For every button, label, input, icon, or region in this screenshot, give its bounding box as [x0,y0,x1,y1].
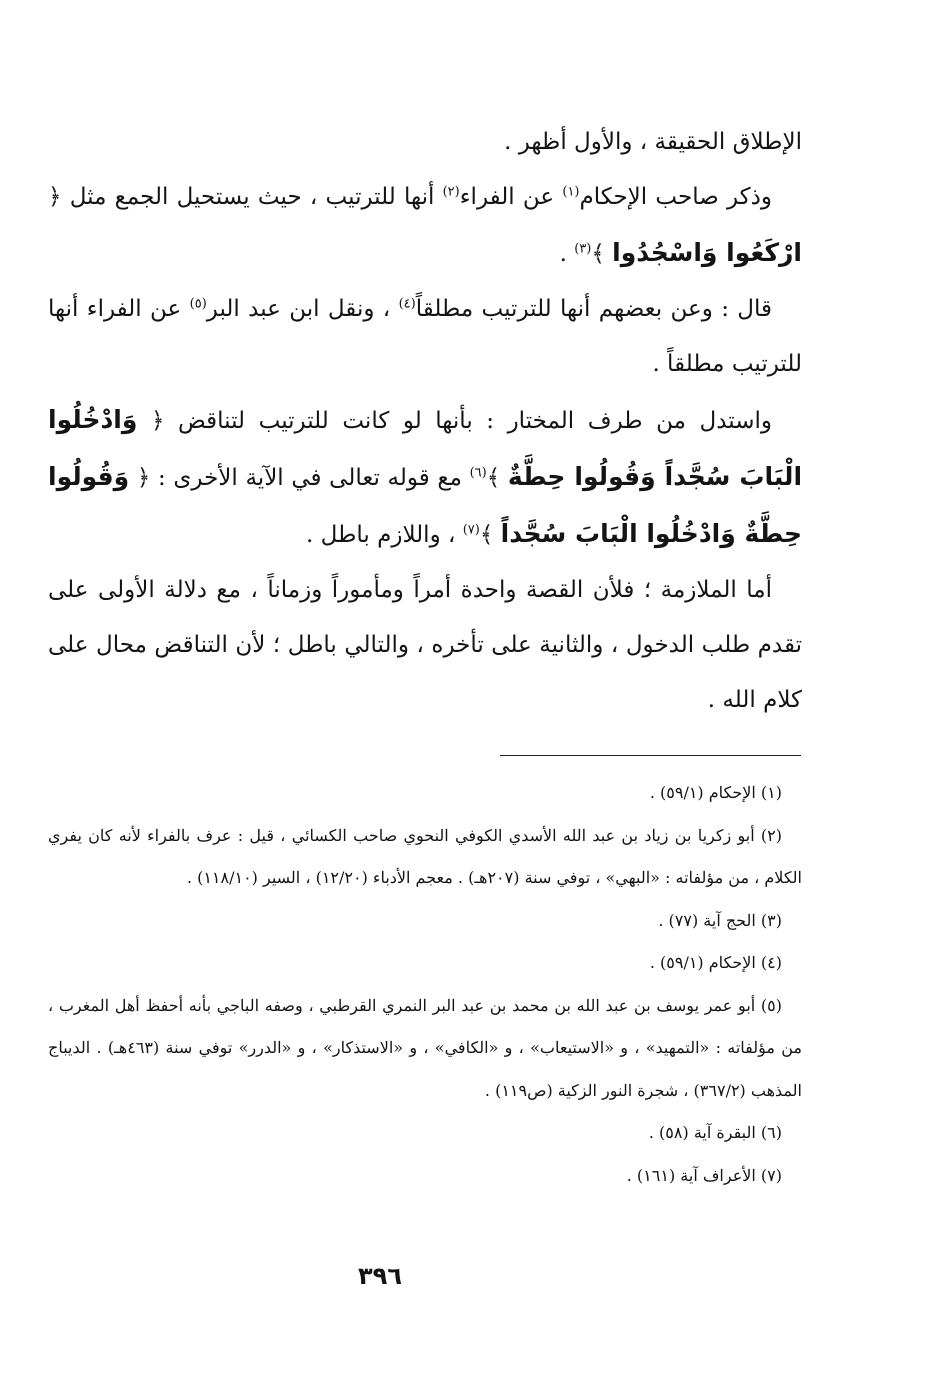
text-run: ﴾ [479,522,501,548]
paragraph-1: الإطلاق الحقيقة ، والأول أظهر . [504,129,802,155]
footnote-2: (٢) أبو زكريا بن زياد بن عبد الله الأسدي الكوفي النحوي صاحب الكسائي ، قيل : عرف بالفراء لأنه كان يفري الكلام ، من مؤلفاته : «البهي» ، توفي سنة (٢٠٧هـ) . معجم الأدباء (١٢/٢٠) ، السير (١١٨/١٠) . [48,825,802,887]
footnote-ref-7[interactable]: (٧) [462,522,480,538]
paragraph-2 [48,170,802,282]
text-run: أنها للترتيب ، حيث يستحيل الجمع مثل ﴿ [48,184,443,210]
text-run: مع قوله تعالى في الآية الأخرى : ﴿ [129,465,470,491]
text-run: واستدل من طرف المختار : بأنها لو كانت للترتيب لتناقض ﴿ [137,408,772,434]
footnote-ref-4[interactable]: (٤) [398,296,416,312]
paragraph-3 [48,282,802,392]
text-run: قال : وعن بعضهم أنها للترتيب مطلقاً [415,296,773,322]
footnotes [48,772,802,1197]
footnote-5: (٥) أبو عمر يوسف بن عبد الله بن محمد بن عبد البر النمري القرطبي ، وصفه الباجي بأنه أحفظ أهل المغرب ، من مؤلفاته : «التمهيد» ، و «الاستيعاب» ، و «الكافي» ، و «الاستذكار» ، و «الدرر» توفي سنة (٤٦٣هـ) . الديباج المذهب (٣٦٧/٢) ، شجرة النور الزكية (ص١١٩) . [48,995,802,1100]
footnote-ref-2[interactable]: (٢) [442,184,460,200]
paragraph-4 [48,392,802,563]
text-run: عن الفراء [459,184,563,210]
footnote-7: (٧) الأعراف آية (١٦١) . [626,1165,782,1185]
footnote-ref-1[interactable]: (١) [562,184,580,200]
quran-quote: وَقُولُوا حِطَّةٌ وَادْخُلُوا الْبَابَ سُجَّداً [48,462,802,548]
text-run: ، ونقل ابن عبد البر [206,296,399,322]
text-run: ، واللازم باطل . [306,522,463,548]
footnote-3: (٣) الحج آية (٧٧) . [658,910,782,930]
text-run: وذكر صاحب الإحكام [579,184,772,210]
paragraph-5: أما الملازمة ؛ فلأن القصة واحدة أمراً ومأموراً وزماناً ، مع دلالة الأولى على تقدم طلب الدخول ، والثانية على تأخره ، والتالي باطل ؛ لأن التناقض محال على كلام الله . [48,577,802,713]
footnote-6: (٦) البقرة آية (٥٨) . [648,1123,782,1142]
quran-quote: وَادْخُلُوا الْبَابَ سُجَّداً وَقُولُوا حِطَّةٌ [48,405,803,491]
footnote-separator [500,755,801,756]
footnote-ref-6[interactable]: (٦) [469,465,487,481]
text-run: ﴾ [486,465,508,491]
text-run: ﴾ [591,241,613,267]
quran-quote: ارْكَعُوا وَاسْجُدُوا [612,238,802,267]
footnote-ref-3[interactable]: (٣) [574,241,592,257]
footnote-ref-5[interactable]: (٥) [189,296,207,312]
text-run: . [559,241,575,267]
text-run: عن الفراء أنها للترتيب مطلقاً . [48,296,802,377]
main-text [48,115,802,728]
page-body [48,115,802,728]
footnote-1: (١) الإحكام (٥٩/١) . [649,783,782,802]
page-number: ٣٩٦ [358,1262,402,1290]
footnote-4: (٤) الإحكام (٥٩/١) . [649,953,782,972]
